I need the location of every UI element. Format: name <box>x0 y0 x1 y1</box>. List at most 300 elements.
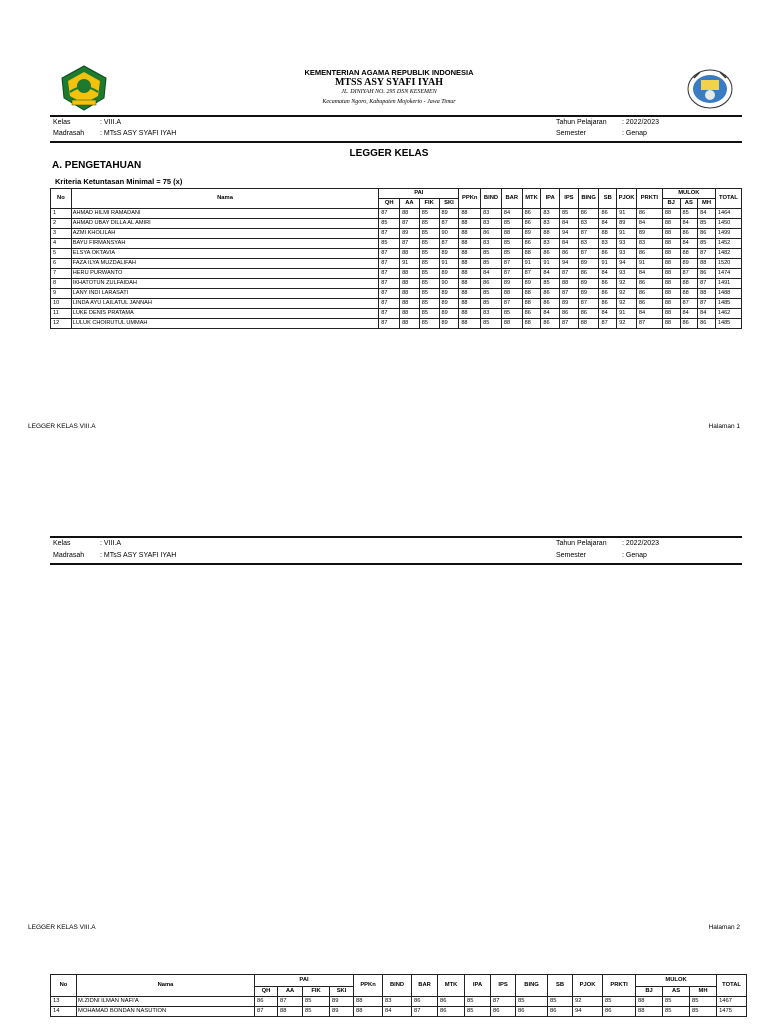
cell-score: 88 <box>501 229 522 239</box>
cell-score: 89 <box>439 299 459 309</box>
page2-top-rule <box>50 536 742 538</box>
cell-score: 88 <box>662 289 680 299</box>
cell-nama: IKHATOTUN ZULFAIDAH <box>71 279 379 289</box>
col-qh: QH <box>379 199 400 209</box>
cell-score: 89 <box>522 229 541 239</box>
cell-score: 91 <box>636 259 662 269</box>
col-sb-3: SB <box>548 975 573 997</box>
cell-score: 84 <box>698 309 716 319</box>
madrasah-label: Madrasah <box>53 130 85 137</box>
cell-score: 85 <box>419 319 439 329</box>
cell-score: 86 <box>578 309 599 319</box>
cell-score: 94 <box>560 229 579 239</box>
cell-score: 83 <box>599 239 617 249</box>
cell-nama: AZMI KHOLILAH <box>71 229 379 239</box>
cell-score: 86 <box>680 319 698 329</box>
cell-score: 87 <box>501 259 522 269</box>
cell-score: 85 <box>560 209 579 219</box>
cell-score: 86 <box>698 319 716 329</box>
footer-left-1: LEGGER KELAS VIII.A <box>28 423 96 430</box>
cell-score: 89 <box>400 229 420 239</box>
cell-score: 85 <box>481 259 502 269</box>
col-pjok: PJOK <box>617 189 637 209</box>
col-bind: BIND <box>481 189 502 209</box>
cell-score: 83 <box>541 219 560 229</box>
table-row <box>51 249 742 259</box>
table-row <box>51 279 742 289</box>
cell-score: 90 <box>439 279 459 289</box>
col-bj-3: BJ <box>636 987 663 997</box>
cell-score: 86 <box>522 219 541 229</box>
cell-score: 89 <box>617 219 637 229</box>
col-ipa-3: IPA <box>465 975 491 997</box>
cell-score: 89 <box>439 319 459 329</box>
cell-score: 91 <box>439 259 459 269</box>
col-total: TOTAL <box>715 189 741 209</box>
cell-score: 84 <box>481 269 502 279</box>
cell-score: 88 <box>662 269 680 279</box>
tahun-label: Tahun Pelajaran <box>556 119 607 126</box>
cell-score: 91 <box>522 259 541 269</box>
cell-score: 86 <box>599 249 617 259</box>
table-row <box>51 299 742 309</box>
cell-score: 87 <box>400 219 420 229</box>
col-mulok-3: MULOK <box>636 975 717 987</box>
cell-score: 89 <box>578 279 599 289</box>
cell-no: 2 <box>51 219 72 229</box>
cell-score: 92 <box>617 299 637 309</box>
table-row <box>51 309 742 319</box>
cell-score: 89 <box>501 279 522 289</box>
cell-score: 88 <box>354 1007 383 1017</box>
cell-total: 1482 <box>715 249 741 259</box>
cell-score: 86 <box>698 229 716 239</box>
cell-score: 86 <box>412 997 438 1007</box>
cell-score: 86 <box>636 249 662 259</box>
cell-score: 87 <box>439 219 459 229</box>
cell-score: 87 <box>439 239 459 249</box>
cell-score: 89 <box>330 1007 354 1017</box>
cell-score: 84 <box>541 269 560 279</box>
table-body-3 <box>51 997 747 1017</box>
cell-score: 89 <box>560 299 579 309</box>
cell-score: 89 <box>439 209 459 219</box>
col-as-3: AS <box>663 987 690 997</box>
cell-score: 88 <box>662 219 680 229</box>
cell-score: 88 <box>459 309 481 319</box>
semester-label: Semester <box>556 130 586 137</box>
cell-score: 87 <box>379 319 400 329</box>
cell-score: 87 <box>578 229 599 239</box>
cell-score: 84 <box>383 1007 412 1017</box>
cell-score: 91 <box>617 209 637 219</box>
cell-no: 6 <box>51 259 72 269</box>
cell-score: 86 <box>491 1007 516 1017</box>
document-title: LEGGER KELAS <box>349 148 429 159</box>
cell-score: 86 <box>636 289 662 299</box>
cell-score: 86 <box>603 1007 636 1017</box>
col-mtk-3: MTK <box>438 975 465 997</box>
cell-score: 84 <box>698 209 716 219</box>
cell-no: 4 <box>51 239 72 249</box>
cell-score: 93 <box>617 239 637 249</box>
cell-score: 84 <box>599 309 617 319</box>
cell-score: 91 <box>541 259 560 269</box>
cell-score: 88 <box>400 289 420 299</box>
col-bar: BAR <box>501 189 522 209</box>
col-bar-3: BAR <box>412 975 438 997</box>
table-row <box>51 997 747 1007</box>
cell-no: 13 <box>51 997 77 1007</box>
madrasah-label-2: Madrasah <box>53 552 85 559</box>
cell-nama: FAZA ILYA MUZDALIFAH <box>71 259 379 269</box>
cell-score: 86 <box>548 1007 573 1017</box>
col-ips-3: IPS <box>491 975 516 997</box>
cell-total: 1491 <box>715 279 741 289</box>
cell-total: 1499 <box>715 229 741 239</box>
cell-score: 85 <box>501 249 522 259</box>
cell-score: 88 <box>522 289 541 299</box>
cell-score: 86 <box>516 1007 548 1017</box>
cell-score: 87 <box>379 289 400 299</box>
cell-score: 93 <box>617 249 637 259</box>
cell-score: 84 <box>501 209 522 219</box>
cell-score: 87 <box>255 1007 278 1017</box>
table-row <box>51 229 742 239</box>
cell-score: 88 <box>636 1007 663 1017</box>
address-line-1: JL. DINIYAH NO. 295 DSN KESEMEN <box>341 89 437 95</box>
cell-score: 84 <box>560 219 579 229</box>
cell-score: 92 <box>617 319 637 329</box>
cell-no: 14 <box>51 1007 77 1017</box>
tahun-value: : 2022/2023 <box>622 119 659 126</box>
cell-score: 89 <box>439 289 459 299</box>
cell-score: 85 <box>419 299 439 309</box>
cell-score: 88 <box>636 997 663 1007</box>
col-mtk: MTK <box>522 189 541 209</box>
cell-score: 94 <box>560 259 579 269</box>
cell-no: 8 <box>51 279 72 289</box>
cell-score: 85 <box>419 289 439 299</box>
cell-score: 83 <box>541 209 560 219</box>
cell-score: 87 <box>680 299 698 309</box>
cell-no: 7 <box>51 269 72 279</box>
cell-no: 9 <box>51 289 72 299</box>
cell-score: 83 <box>481 219 502 229</box>
cell-score: 88 <box>662 279 680 289</box>
col-aa: AA <box>400 199 420 209</box>
cell-score: 88 <box>400 309 420 319</box>
cell-score: 88 <box>354 997 383 1007</box>
cell-score: 88 <box>278 1007 303 1017</box>
cell-score: 84 <box>680 309 698 319</box>
cell-score: 87 <box>412 1007 438 1017</box>
cell-score: 89 <box>578 289 599 299</box>
cell-score: 85 <box>465 997 491 1007</box>
col-qh-3: QH <box>255 987 278 997</box>
cell-nama: AHMAD UBAY DILLA AL AMIRI <box>71 219 379 229</box>
cell-score: 88 <box>522 299 541 309</box>
cell-score: 86 <box>522 309 541 319</box>
cell-score: 85 <box>419 219 439 229</box>
cell-score: 86 <box>522 239 541 249</box>
cell-score: 88 <box>400 279 420 289</box>
address-line-2: Kecamatan Ngoro, Kabupaten Mojokerto - Jawa Timur <box>322 99 456 105</box>
col-ppkn-3: PPKn <box>354 975 383 997</box>
cell-score: 88 <box>501 319 522 329</box>
cell-score: 87 <box>379 279 400 289</box>
cell-score: 85 <box>419 309 439 319</box>
cell-score: 88 <box>501 289 522 299</box>
kelas-value: : VIII.A <box>100 119 122 126</box>
cell-score: 86 <box>599 299 617 309</box>
cell-nama: M.ZIDNI ILMAN NAFI'A <box>77 997 255 1007</box>
cell-score: 88 <box>459 319 481 329</box>
cell-score: 86 <box>599 289 617 299</box>
col-mh: MH <box>698 199 716 209</box>
cell-score: 88 <box>459 259 481 269</box>
cell-score: 91 <box>400 259 420 269</box>
cell-score: 88 <box>459 269 481 279</box>
cell-score: 87 <box>599 319 617 329</box>
cell-no: 12 <box>51 319 72 329</box>
cell-no: 11 <box>51 309 72 319</box>
cell-score: 86 <box>438 997 465 1007</box>
cell-score: 85 <box>501 309 522 319</box>
cell-score: 84 <box>560 239 579 249</box>
table-row <box>51 319 742 329</box>
cell-score: 88 <box>560 279 579 289</box>
cell-score: 84 <box>680 219 698 229</box>
cell-score: 86 <box>636 299 662 309</box>
cell-score: 85 <box>379 239 400 249</box>
cell-score: 87 <box>278 997 303 1007</box>
header-rule <box>50 115 742 117</box>
section-heading: A. PENGETAHUAN <box>52 160 142 171</box>
cell-score: 88 <box>662 319 680 329</box>
cell-score: 85 <box>419 229 439 239</box>
cell-score: 87 <box>578 249 599 259</box>
cell-score: 87 <box>379 299 400 309</box>
cell-total: 1462 <box>715 309 741 319</box>
col-pjok-3: PJOK <box>573 975 603 997</box>
col-pai-3: PAI <box>255 975 354 987</box>
footer-right-2: Halaman 2 <box>708 924 740 931</box>
cell-score: 88 <box>400 269 420 279</box>
school-logo <box>686 68 734 110</box>
cell-score: 88 <box>459 279 481 289</box>
table-row <box>51 269 742 279</box>
cell-score: 86 <box>560 309 579 319</box>
cell-score: 85 <box>419 279 439 289</box>
cell-score: 85 <box>501 219 522 229</box>
cell-score: 84 <box>541 309 560 319</box>
cell-score: 88 <box>459 249 481 259</box>
cell-score: 86 <box>481 229 502 239</box>
cell-score: 87 <box>698 249 716 259</box>
madrasah-value: : MTsS ASY SYAFI IYAH <box>100 130 177 137</box>
cell-score: 94 <box>573 1007 603 1017</box>
cell-score: 88 <box>459 239 481 249</box>
cell-score: 85 <box>419 209 439 219</box>
cell-score: 83 <box>383 997 412 1007</box>
cell-score: 85 <box>419 259 439 269</box>
cell-score: 88 <box>662 259 680 269</box>
cell-score: 87 <box>560 319 579 329</box>
cell-total: 1464 <box>715 209 741 219</box>
col-prkti-3: PRKTI <box>603 975 636 997</box>
footer-right-1: Halaman 1 <box>708 423 740 430</box>
cell-score: 87 <box>698 299 716 309</box>
cell-score: 87 <box>400 239 420 249</box>
cell-score: 86 <box>438 1007 465 1017</box>
cell-score: 85 <box>303 1007 330 1017</box>
cell-score: 89 <box>439 249 459 259</box>
cell-score: 88 <box>459 219 481 229</box>
cell-score: 85 <box>541 279 560 289</box>
kelas-label-2: Kelas <box>53 540 71 547</box>
cell-total: 1485 <box>715 319 741 329</box>
cell-total: 1475 <box>717 1007 747 1017</box>
cell-score: 88 <box>662 309 680 319</box>
cell-score: 88 <box>459 209 481 219</box>
cell-total: 1452 <box>715 239 741 249</box>
col-ipa: IPA <box>541 189 560 209</box>
kemenag-logo <box>58 64 110 112</box>
cell-score: 85 <box>603 997 636 1007</box>
kelas-label: Kelas <box>53 119 71 126</box>
cell-score: 88 <box>522 249 541 259</box>
cell-score: 86 <box>560 249 579 259</box>
cell-score: 83 <box>636 239 662 249</box>
cell-score: 86 <box>481 279 502 289</box>
cell-score: 87 <box>501 299 522 309</box>
cell-score: 86 <box>578 209 599 219</box>
cell-score: 86 <box>541 319 560 329</box>
cell-nama: AHMAD HILMI RAMADANI <box>71 209 379 219</box>
cell-score: 84 <box>680 239 698 249</box>
cell-nama: LUKE DENIS PRATAMA <box>71 309 379 319</box>
cell-score: 84 <box>636 219 662 229</box>
cell-score: 85 <box>481 289 502 299</box>
cell-score: 85 <box>516 997 548 1007</box>
cell-score: 87 <box>379 209 400 219</box>
cell-score: 91 <box>617 309 637 319</box>
cell-score: 88 <box>599 229 617 239</box>
cell-score: 88 <box>459 299 481 309</box>
ledger-table-page-3 <box>50 974 747 1017</box>
col-ips: IPS <box>560 189 579 209</box>
cell-score: 85 <box>663 1007 690 1017</box>
cell-score: 85 <box>419 239 439 249</box>
col-no: No <box>51 189 72 209</box>
cell-score: 92 <box>573 997 603 1007</box>
cell-nama: LINDA AYU LAILATUL JANNAH <box>71 299 379 309</box>
col-prkti: PRKTI <box>636 189 662 209</box>
cell-score: 86 <box>636 279 662 289</box>
col-ski-3: SKI <box>330 987 354 997</box>
cell-score: 83 <box>481 239 502 249</box>
cell-score: 88 <box>662 239 680 249</box>
col-ppkn: PPKn <box>459 189 481 209</box>
cell-score: 86 <box>541 299 560 309</box>
col-total-3: TOTAL <box>717 975 747 997</box>
tahun-label-2: Tahun Pelajaran <box>556 540 607 547</box>
cell-score: 91 <box>617 229 637 239</box>
cell-score: 85 <box>379 219 400 229</box>
cell-score: 87 <box>578 299 599 309</box>
cell-score: 86 <box>599 279 617 289</box>
page2-info-rule <box>50 563 742 565</box>
cell-score: 88 <box>578 319 599 329</box>
cell-score: 92 <box>617 279 637 289</box>
cell-score: 84 <box>636 269 662 279</box>
cell-nama: LULUK CHOIRUTUL UMMAH <box>71 319 379 329</box>
cell-score: 86 <box>541 289 560 299</box>
cell-nama: LANY INDI LARASATI <box>71 289 379 299</box>
cell-score: 89 <box>439 309 459 319</box>
col-mh-3: MH <box>690 987 717 997</box>
cell-score: 87 <box>680 269 698 279</box>
cell-score: 88 <box>680 249 698 259</box>
cell-score: 85 <box>419 249 439 259</box>
tahun-value-2: : 2022/2023 <box>622 540 659 547</box>
cell-score: 86 <box>599 209 617 219</box>
cell-score: 84 <box>636 309 662 319</box>
cell-score: 88 <box>662 299 680 309</box>
cell-score: 91 <box>599 259 617 269</box>
table-row <box>51 289 742 299</box>
info-rule <box>50 141 742 143</box>
cell-score: 85 <box>698 239 716 249</box>
cell-score: 88 <box>662 229 680 239</box>
cell-nama: HERU PURWANTO <box>71 269 379 279</box>
cell-score: 89 <box>578 259 599 269</box>
cell-score: 86 <box>698 269 716 279</box>
cell-score: 93 <box>617 269 637 279</box>
cell-score: 87 <box>379 249 400 259</box>
cell-score: 90 <box>439 229 459 239</box>
cell-no: 5 <box>51 249 72 259</box>
cell-score: 87 <box>560 289 579 299</box>
table-row <box>51 209 742 219</box>
cell-score: 83 <box>578 239 599 249</box>
kkm-text: Kriteria Ketuntasan Minimal = 75 (x) <box>55 177 183 186</box>
cell-score: 86 <box>522 209 541 219</box>
cell-score: 85 <box>698 219 716 229</box>
cell-score: 87 <box>560 269 579 279</box>
cell-score: 88 <box>400 299 420 309</box>
col-bj: BJ <box>662 199 680 209</box>
cell-score: 83 <box>481 209 502 219</box>
cell-score: 87 <box>698 279 716 289</box>
cell-score: 88 <box>698 289 716 299</box>
cell-score: 85 <box>481 249 502 259</box>
cell-score: 88 <box>662 249 680 259</box>
col-fik-3: FIK <box>303 987 330 997</box>
cell-score: 88 <box>459 229 481 239</box>
col-bing: BING <box>578 189 599 209</box>
cell-no: 1 <box>51 209 72 219</box>
semester-value-2: : Genap <box>622 552 647 559</box>
school-name: MTSS ASY SYAFI IYAH <box>334 77 444 88</box>
cell-score: 89 <box>439 269 459 279</box>
cell-total: 1450 <box>715 219 741 229</box>
cell-score: 87 <box>522 269 541 279</box>
madrasah-value-2: : MTsS ASY SYAFI IYAH <box>100 552 177 559</box>
cell-total: 1485 <box>715 299 741 309</box>
col-aa-3: AA <box>278 987 303 997</box>
